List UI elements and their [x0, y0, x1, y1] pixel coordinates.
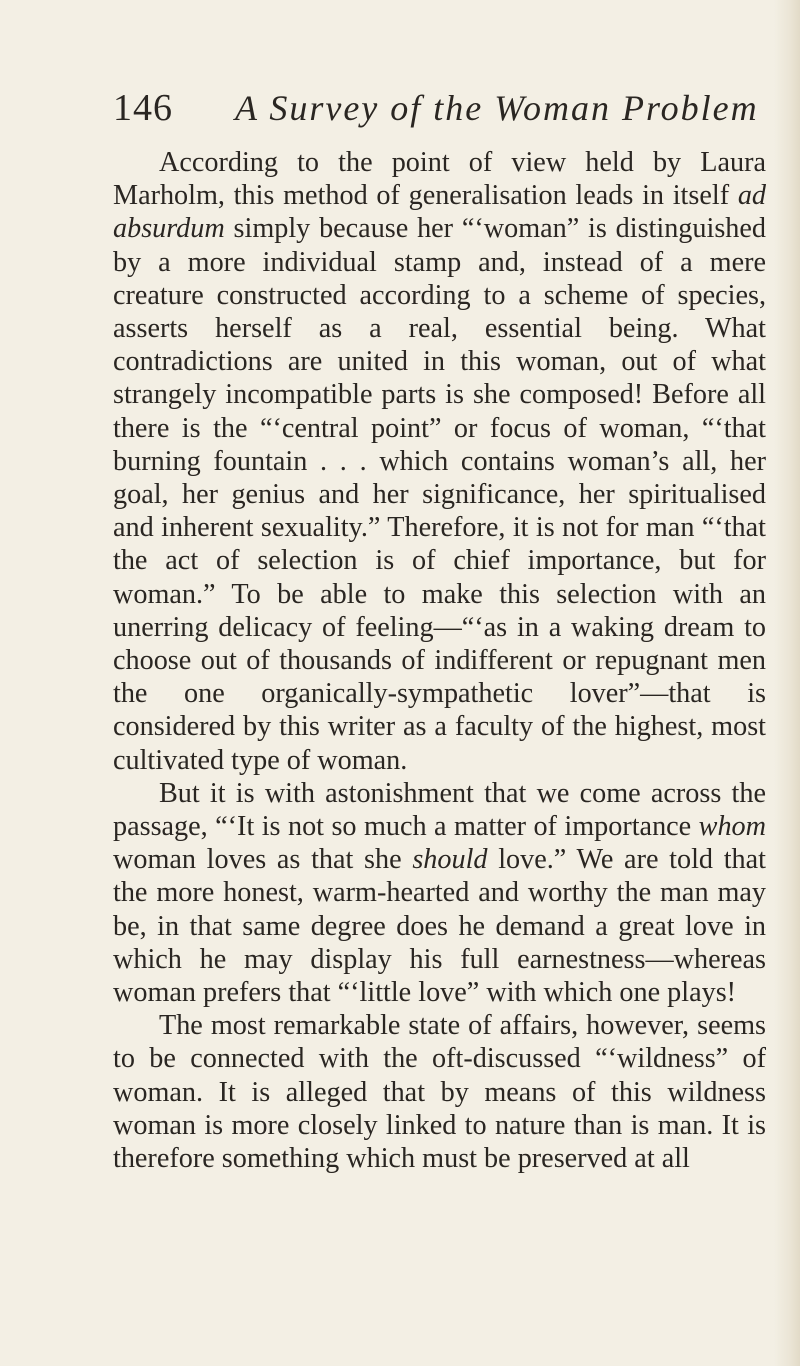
- text-run: woman loves as that she: [113, 844, 413, 876]
- text-run: The most remarkable state of affairs, however, seems to be connected with the oft-discussed “‘wildness” of woman. It is alleged that by means of this wildness woman is more closely linked to nature than is man. It is therefore something which must be preserved at all: [113, 1010, 766, 1175]
- text-run: love.” We are told that the more honest, warm-hearted and worthy the man may be, in that same degree does he demand a great love in which he may display his full earnestness—whereas woman prefers that “‘little love” with which one plays!: [113, 844, 766, 1009]
- paragraph-2: [113, 777, 766, 1009]
- body-text: [113, 146, 766, 1175]
- paragraph-1: [113, 146, 766, 777]
- text-run: But it is with astonishment that we come across the passage, “‘It is not so much a matter of importance: [113, 777, 766, 843]
- text-run: simply because her “‘woman” is distinguished by a more individual stamp and, instead of a mere creature constructed according to a scheme of species, asserts herself as a real, essential being. What contradictions are united in this woman, out of what strangely incompatible parts is she composed! Before all there is the “‘central point” or focus of woman, “‘that burning fountain . . . which contains woman’s all, her goal, her genius and her significance, her spiritualised and inherent sexuality.” Therefore, it is not for man “‘that the act of selection is of chief importance, but for woman.” To be able to make this selection with an unerring delicacy of feeling—“‘as in a waking dream to choose out of thousands of indifferent or repugnant men the one organically-sympathetic lover”—that is considered by this writer as a faculty of the highest, most cultivated type of woman.: [113, 213, 766, 776]
- running-title: A Survey of the Woman Problem: [235, 88, 759, 128]
- running-header: [113, 86, 759, 130]
- paragraph-3: [113, 1009, 766, 1175]
- italic-phrase: whom: [698, 811, 766, 843]
- text-run: According to the point of view held by Laura Marholm, this method of generalisation leads in itself: [113, 147, 766, 212]
- italic-phrase: ad absurdum: [113, 180, 766, 245]
- page-number: 146: [113, 87, 173, 129]
- italic-phrase: should: [412, 844, 488, 876]
- page-edge: [774, 0, 800, 1366]
